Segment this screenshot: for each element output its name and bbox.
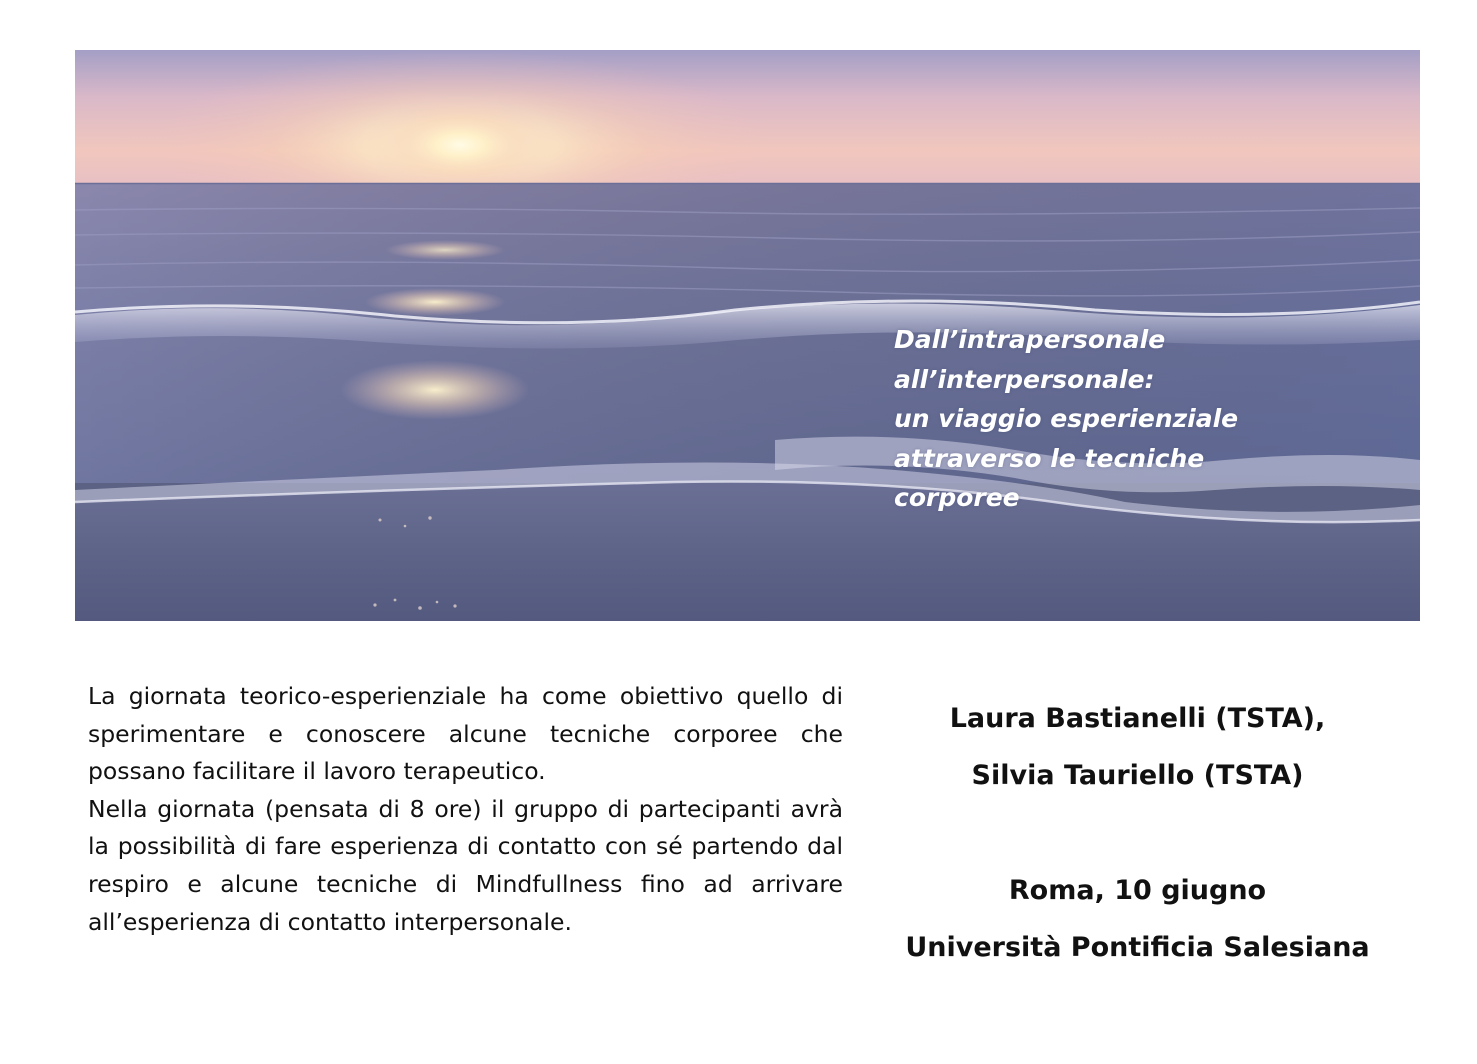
event-info (880, 690, 1395, 976)
event-title-line: all’interpersonale: (894, 364, 1155, 394)
event-title-line: corporee (894, 483, 1020, 512)
event-title-line: un viaggio esperienziale (894, 404, 1239, 433)
event-venue: Università Pontificia Salesiana (905, 932, 1370, 963)
info-spacer (880, 804, 1395, 862)
author-name: Laura Bastianelli (TSTA), (949, 703, 1326, 734)
event-description (88, 678, 843, 941)
description-paragraph: Nella giornata (pensata di 8 ore) il gruppo di partecipanti avrà la possibilità di fare esperienza di contatto con sé partendo dal respiro e alcune tecniche di Mindfullness fino ad arrivare all’esperienza di contatto interpersonale. (88, 794, 843, 936)
event-title (894, 320, 1314, 518)
description-paragraph: La giornata teorico-esperienziale ha come obiettivo quello di sperimentare e conoscere alcune tecniche corporee che possano facilitare il lavoro terapeutico. (88, 682, 843, 786)
author-name: Silvia Tauriello (TSTA) (971, 760, 1304, 791)
event-title-line: Dall’intrapersonale (894, 325, 1166, 354)
hero-photo (75, 50, 1420, 621)
event-title-line: attraverso le tecniche (894, 443, 1205, 473)
event-date-place: Roma, 10 giugno (1008, 875, 1267, 906)
